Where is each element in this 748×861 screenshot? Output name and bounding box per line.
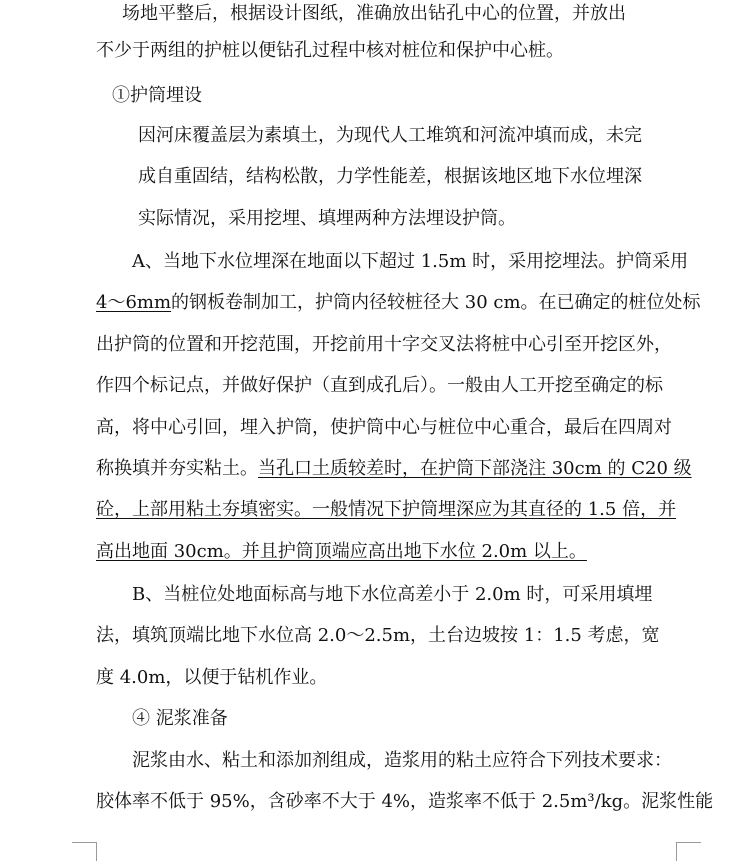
paragraph-line: 胶体率不低于 95%，含砂率不大于 4%，造浆率不低于 2.5m³/kg。泥浆性能 — [96, 791, 714, 812]
paragraph-line: 不少于两组的护桩以便钻孔过程中核对桩位和保护中心桩。 — [96, 40, 564, 61]
paragraph-line: 度 4.0m，以便于钻机作业。 — [96, 667, 328, 688]
paragraph-line — [96, 498, 676, 522]
paragraph-line: 泥浆由水、粘土和添加剂组成，造浆用的粘土应符合下列技术要求： — [132, 750, 672, 771]
section-heading: ④ 泥浆准备 — [132, 708, 228, 729]
paragraph-line: 场地平整后，根据设计图纸，准确放出钻孔中心的位置，并放出 — [122, 3, 626, 24]
underlined-text: 高出地面 30cm。并且护筒顶端应高出地下水位 2.0m 以上。 — [96, 541, 587, 562]
paragraph-line: B、当桩位处地面标高与地下水位高差小于 2.0m 时，可采用填埋 — [132, 584, 653, 605]
text-span: 的钢板卷制加工，护筒内径较桩径大 30 cm。在已确定的桩位处标 — [171, 292, 701, 313]
crop-mark-left — [72, 842, 97, 861]
paragraph-line: 出护筒的位置和开挖范围，开挖前用十字交叉法将桩中心引至开挖区外， — [96, 334, 672, 355]
paragraph-line: 高，将中心引回，埋入护筒，使护筒中心与桩位中心重合，最后在四周对 — [96, 417, 672, 438]
text-span: 称换填并夯实粘土。 — [96, 458, 258, 479]
underlined-text: 砼，上部用粘土夯填密实。 — [96, 499, 312, 520]
paragraph-line: 成自重固结，结构松散，力学性能差，根据该地区地下水位埋深 — [138, 166, 642, 187]
paragraph-line: 作四个标记点，并做好保护（直到成孔后）。一般由人工开挖至确定的标 — [96, 375, 663, 396]
paragraph-line: 因河床覆盖层为素填土，为现代人工堆筑和河流冲填而成，未完 — [138, 125, 642, 146]
paragraph-line: 实际情况，采用挖埋、填埋两种方法埋设护筒。 — [138, 208, 516, 229]
underlined-text: 一般情况下护筒埋深应为其直径的 1.5 倍，并 — [312, 499, 677, 520]
section-heading: ①护筒埋设 — [112, 85, 202, 106]
paragraph-line — [96, 457, 692, 481]
crop-mark-right — [676, 842, 701, 861]
underlined-text: 4～6mm — [96, 292, 172, 313]
underlined-text: 当孔口土质较差时，在护筒下部浇注 30cm 的 C20 级 — [258, 458, 692, 479]
paragraph-line: 法，填筑顶端比地下水位高 2.0～2.5m，土台边坡按 1：1.5 考虑，宽 — [96, 625, 660, 646]
paragraph-line — [96, 291, 701, 315]
paragraph-line: A、当地下水位埋深在地面以下超过 1.5m 时，采用挖埋法。护筒采用 — [132, 251, 689, 272]
